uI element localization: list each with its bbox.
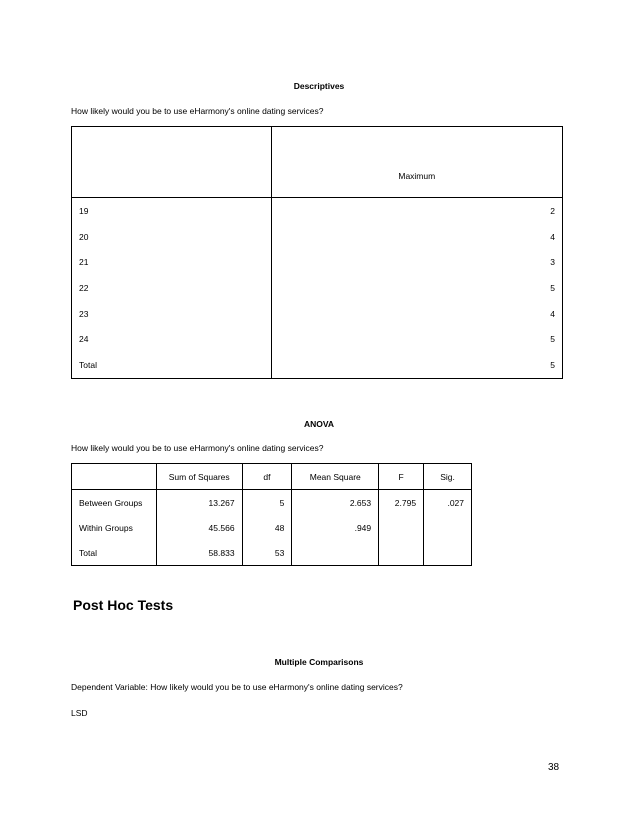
row-label: 23 <box>72 301 272 327</box>
sum-of-squares-cell: 45.566 <box>156 515 242 540</box>
sum-of-squares-cell: 13.267 <box>156 490 242 516</box>
row-label: 22 <box>72 275 272 301</box>
table-row <box>72 224 563 250</box>
table-row <box>72 326 563 352</box>
sig-cell <box>424 540 472 566</box>
anova-header-f: F <box>379 464 424 490</box>
dependent-variable-text: Dependent Variable: How likely would you be to use eHarmony's online dating services? <box>71 682 403 692</box>
table-row <box>72 490 472 516</box>
row-label: 20 <box>72 224 272 250</box>
mean-square-cell: .949 <box>292 515 379 540</box>
row-label: 19 <box>72 198 272 224</box>
multiple-comparisons-title: Multiple Comparisons <box>274 657 364 667</box>
f-cell <box>379 515 424 540</box>
row-label: Total <box>72 352 272 378</box>
descriptives-header-maximum: Maximum <box>271 127 562 198</box>
f-cell: 2.795 <box>379 490 424 516</box>
anova-header-sum-of-squares: Sum of Squares <box>156 464 242 490</box>
row-label: Within Groups <box>72 515 157 540</box>
anova-title: ANOVA <box>303 419 335 429</box>
descriptives-question: How likely would you be to use eHarmony's online dating services? <box>71 106 324 116</box>
row-label: Total <box>72 540 157 566</box>
row-value: 4 <box>271 301 562 327</box>
table-row <box>72 301 563 327</box>
row-value: 5 <box>271 326 562 352</box>
anova-header-sig: Sig. <box>424 464 472 490</box>
row-value: 4 <box>271 224 562 250</box>
df-cell: 53 <box>242 540 292 566</box>
anova-header-df: df <box>242 464 292 490</box>
table-row <box>72 198 563 224</box>
anova-header-mean-square: Mean Square <box>292 464 379 490</box>
table-row <box>72 249 563 275</box>
mean-square-cell <box>292 540 379 566</box>
anova-table <box>71 463 472 566</box>
f-cell <box>379 540 424 566</box>
descriptives-header-empty <box>72 127 272 198</box>
table-row <box>72 275 563 301</box>
post-hoc-heading: Post Hoc Tests <box>73 597 174 613</box>
df-cell: 48 <box>242 515 292 540</box>
descriptives-title: Descriptives <box>293 81 345 91</box>
method-label: LSD <box>71 708 88 718</box>
anova-header-row <box>72 464 472 490</box>
row-value: 2 <box>271 198 562 224</box>
row-value: 3 <box>271 249 562 275</box>
descriptives-table <box>71 126 563 379</box>
mean-square-cell: 2.653 <box>292 490 379 516</box>
descriptives-header-row <box>72 127 563 198</box>
table-row <box>72 540 472 566</box>
table-row <box>72 352 563 378</box>
df-cell: 5 <box>242 490 292 516</box>
row-value: 5 <box>271 275 562 301</box>
page-number: 38 <box>548 762 560 773</box>
row-label: 21 <box>72 249 272 275</box>
row-label: Between Groups <box>72 490 157 516</box>
sig-cell: .027 <box>424 490 472 516</box>
anova-question: How likely would you be to use eHarmony's online dating services? <box>71 443 324 453</box>
row-label: 24 <box>72 326 272 352</box>
row-value: 5 <box>271 352 562 378</box>
sum-of-squares-cell: 58.833 <box>156 540 242 566</box>
anova-header-empty <box>72 464 157 490</box>
sig-cell <box>424 515 472 540</box>
table-row <box>72 515 472 540</box>
